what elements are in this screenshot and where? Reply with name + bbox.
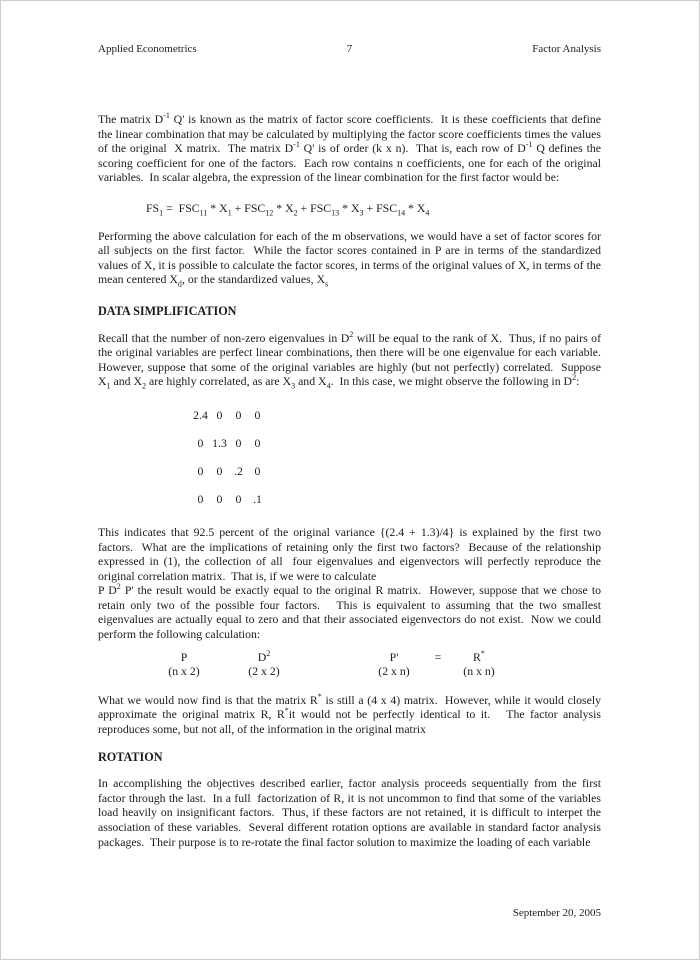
matrix-cell: 0 bbox=[254, 435, 261, 450]
matrix-cell: 0 bbox=[216, 463, 223, 478]
matrix-cell: 1.3 bbox=[212, 435, 227, 450]
calc-term-p: P (n x 2) bbox=[168, 649, 200, 679]
matrix-cell: 0 bbox=[235, 435, 242, 450]
matrix-cell: 2.4 bbox=[193, 407, 208, 422]
section-heading-rotation: ROTATION bbox=[98, 749, 163, 764]
matrix-cell: 0 bbox=[216, 407, 223, 422]
paragraph-performing-calculation: Performing the above calculation for each of the m observations, we would have a set of factor scores for all subjects on the first factor. While the factor scores contained in P are in terms of the standardized values of X, it is possible to calculate the factor scores, in terms of the original values of X, in terms of the mean centered $X_d$, or the standardized values, $X_s$ bbox=[98, 228, 604, 289]
matrix-cell: 0 bbox=[197, 491, 204, 506]
matrix-cell: .2 bbox=[234, 463, 243, 478]
calc-term-p-prime: P' (2 x n) bbox=[378, 649, 410, 679]
matrix-cell: 0 bbox=[197, 435, 204, 450]
matrix-cell: .1 bbox=[253, 491, 262, 506]
header-right-title: Factor Analysis bbox=[532, 43, 602, 55]
paragraph-eigenvalues-rank: Recall that the number of non-zero eigenvalues in $D^2$ will be equal to the rank of X. Thus, if no pairs of the original variables are perfect linear combinations, then there will be one eigenvalue for each variable. However, suppose that some of the original variables are highly (but not perfectly) correlated. Suppose $X_1$ and $X_2$ are highly correlated, as are $X_3$ and $X_4$. In this case, we might observe the following in $D^2$: bbox=[98, 329, 607, 391]
footer-date: September 20, 2005 bbox=[512, 907, 601, 919]
calculation-pd2p-equals-rstar bbox=[98, 650, 601, 679]
calc-term-r-star: R* (n x n) bbox=[463, 648, 495, 679]
paragraph-pd2p-result: P $D^2$ P' the result would be exactly equal to the original R matrix. However, suppose that we chose to retain only two of the possible four factors. This is equivalent to assuming that the two smallest eigenvalues are actually equal to zero and that their associated eigenvectors do not exist. Now we could perform the following calculation: bbox=[98, 582, 604, 642]
document-body bbox=[98, 111, 607, 849]
matrix-cell: 0 bbox=[254, 463, 261, 478]
page-number: 7 bbox=[346, 43, 353, 55]
section-heading-data-simplification: DATA SIMPLIFICATION bbox=[98, 303, 237, 318]
matrix-cell: 0 bbox=[254, 407, 261, 422]
matrix-cell: 0 bbox=[235, 407, 242, 422]
calc-term-d2: $D^2$ (2 x 2) bbox=[248, 648, 280, 679]
paragraph-rotation-objectives: In accomplishing the objectives described earlier, factor analysis proceeds sequentially from the first factor through the last. In a full factorization of R, it is not uncommon to find that some of the variables load heavily on insignificant factors. Thus, if these factors are not retained, it is difficult to interpet the association of these variables. Several different rotation options are available in standard factor analysis packages. Their purpose is to re-rotate the final factor solution to maximize the loading of each variable bbox=[98, 776, 604, 849]
formula-factor-score: $FS_1 = FSC_{11} * X_1 + FSC_{12} * X_2 + FSC_{13} * X_3 + FSC_{14} * X_4$ bbox=[146, 200, 430, 218]
matrix-cell: 0 bbox=[235, 491, 242, 506]
calc-equals-sign: = bbox=[434, 649, 442, 664]
page-header bbox=[98, 43, 601, 55]
matrix-cell: 0 bbox=[216, 491, 223, 506]
header-left-title: Applied Econometrics bbox=[98, 43, 197, 55]
paragraph-factor-score-coefficients: The matrix $D^{-1}$ Q' is known as the matrix of factor score coefficients. It is these coefficients that define the linear combination that may be calculated by multiplying the factor score coefficients times the values of the original X matrix. The matrix $D^{-1}$ Q' is of order (k x n). That is, each row of $D^{-1}$ Q defines the scoring coefficient for one of the factors. Each row contains n coefficients, one for each of the original variables. In scalar algebra, the expression of the linear combination for the first factor would be: bbox=[98, 111, 604, 185]
paragraph-rstar-approximation: What we would now find is that the matrix R* is still a (4 x 4) matrix. However, while it would closely approximate the original matrix R, R*it would not be perfectly identical to it. The factor analysis reproduces some, but not all, of the information in the original matrix bbox=[98, 691, 604, 737]
matrix-d2 bbox=[191, 401, 601, 513]
paragraph-variance-explained: This indicates that 92.5 percent of the original variance {(2.4 + 1.3)/4} is explained by the first two factors. What are the implications of retaining only the first two factors? Because of the relationship expressed in (1), the collection of all four eigenvalues and eigenvectors will perfectly reproduce the original correlation matrix. That is, if we were to calculate bbox=[98, 524, 604, 583]
matrix-cell: 0 bbox=[197, 463, 204, 478]
